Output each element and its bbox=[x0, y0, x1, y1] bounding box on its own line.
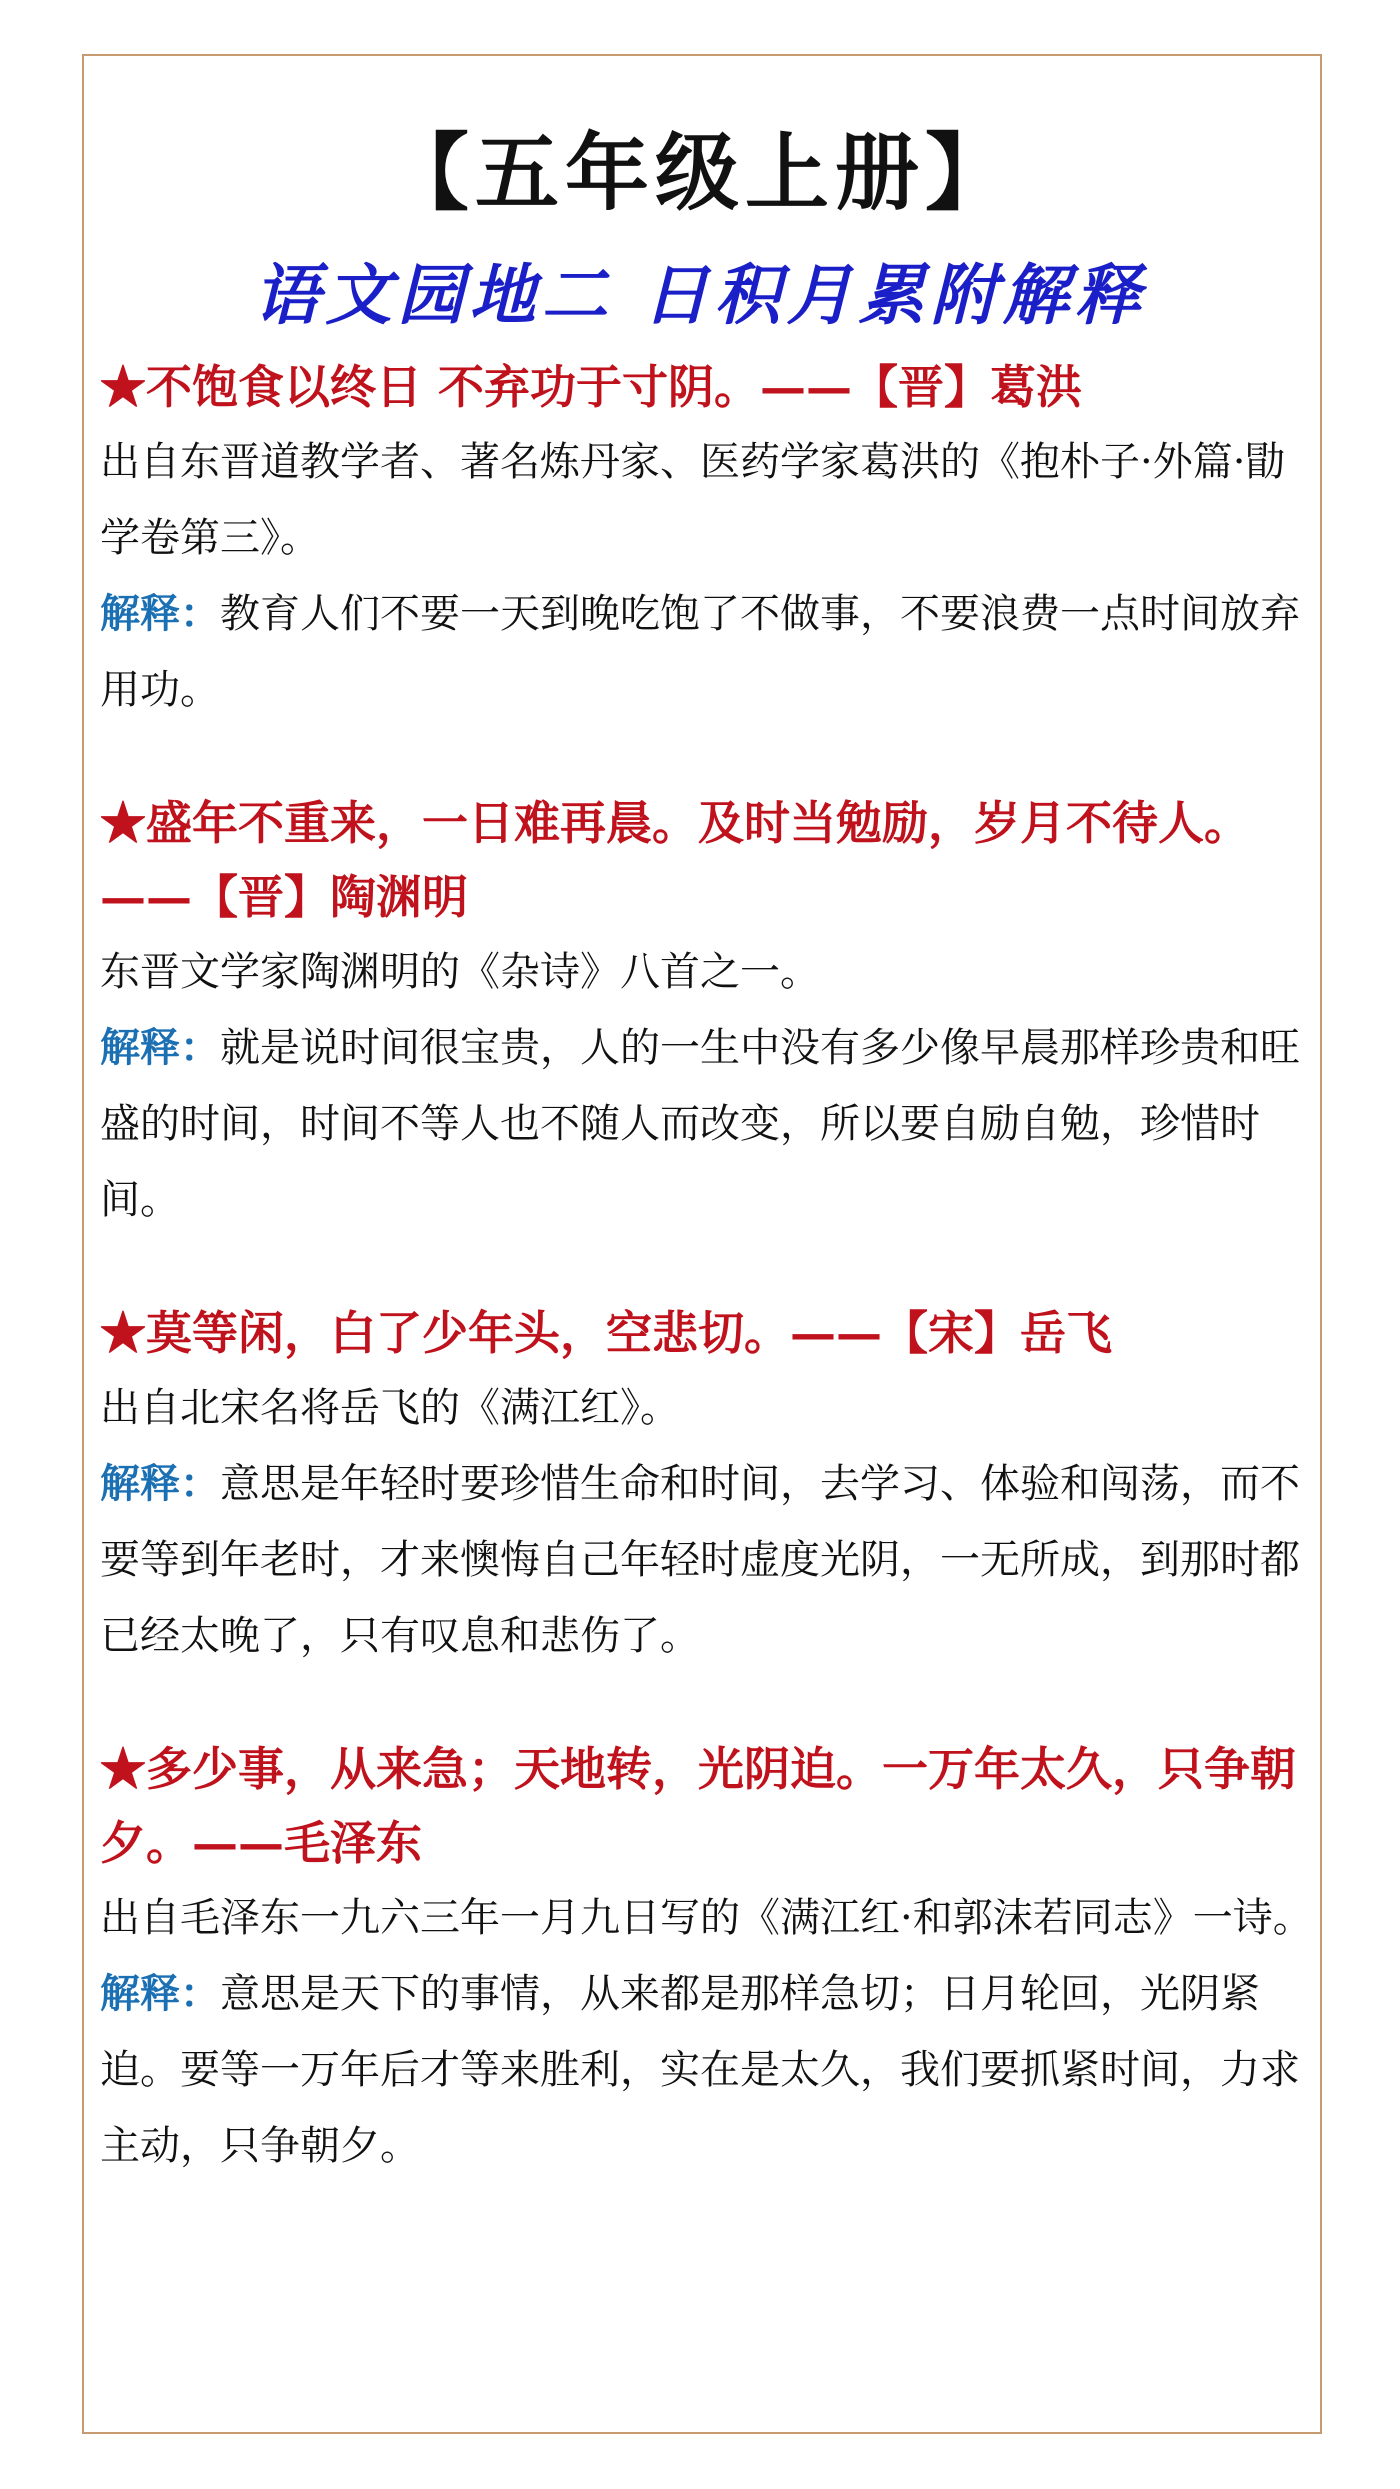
explain-text: 意思是年轻时要珍惜生命和时间，去学习、体验和闯荡，而不要等到年老时，才来懊悔自己年轻时虚度光阴，一无所成，到那时都已经太晚了，只有叹息和悲伤了。 bbox=[100, 1461, 1300, 1659]
explain-label: 解释： bbox=[100, 1460, 220, 1507]
explain-text: 就是说时间很宝贵，人的一生中没有多少像早晨那样珍贵和旺盛的时间，时间不等人也不随人而改变，所以要自励自勉，珍惜时间。 bbox=[100, 1025, 1300, 1223]
entry-source: 出自北宋名将岳飞的《满江红》。 bbox=[100, 1385, 680, 1431]
entry-source: 出自毛泽东一九六三年一月九日写的《满江红·和郭沫若同志》一诗。 bbox=[100, 1895, 1313, 1941]
entry-3 bbox=[100, 1296, 1315, 1674]
explain-label: 解释： bbox=[100, 1024, 220, 1071]
entry-quote: ★盛年不重来，一日难再晨。及时当勉励，岁月不待人。——【晋】陶渊明 bbox=[100, 796, 1250, 924]
page-subtitle: 语文园地二 日积月累附解释 bbox=[253, 256, 1147, 334]
entry-source: 出自东晋道教学者、著名炼丹家、医药学家葛洪的《抱朴子·外篇·勖学卷第三》。 bbox=[100, 439, 1286, 561]
entry-source: 东晋文学家陶渊明的《杂诗》八首之一。 bbox=[100, 949, 820, 995]
explain-text: 意思是天下的事情，从来都是那样急切；日月轮回，光阴紧迫。要等一万年后才等来胜利，实在是太久，我们要抓紧时间，力求主动，只争朝夕。 bbox=[100, 1971, 1300, 2169]
entry-explanation bbox=[100, 1956, 1315, 2184]
entry-explanation bbox=[100, 1446, 1315, 1674]
entry-explanation bbox=[100, 576, 1315, 728]
entry-quote: ★不饱食以终日 不弃功于寸阴。——【晋】葛洪 bbox=[100, 360, 1083, 414]
page-title: 【五年级上册】 bbox=[384, 124, 1015, 222]
entry-quote: ★莫等闲，白了少年头，空悲切。——【宋】岳飞 bbox=[100, 1306, 1112, 1360]
explain-text: 教育人们不要一天到晚吃饱了不做事，不要浪费一点时间放弃用功。 bbox=[100, 591, 1300, 713]
explain-label: 解释： bbox=[100, 1970, 220, 2017]
entry-2 bbox=[100, 786, 1315, 1238]
entries-list bbox=[100, 350, 1315, 2242]
entry-explanation bbox=[100, 1010, 1315, 1238]
entry-1 bbox=[100, 350, 1315, 728]
entry-quote: ★多少事，从来急；天地转，光阴迫。一万年太久，只争朝夕。——毛泽东 bbox=[100, 1742, 1296, 1870]
explain-label: 解释： bbox=[100, 590, 220, 637]
entry-4 bbox=[100, 1732, 1315, 2184]
